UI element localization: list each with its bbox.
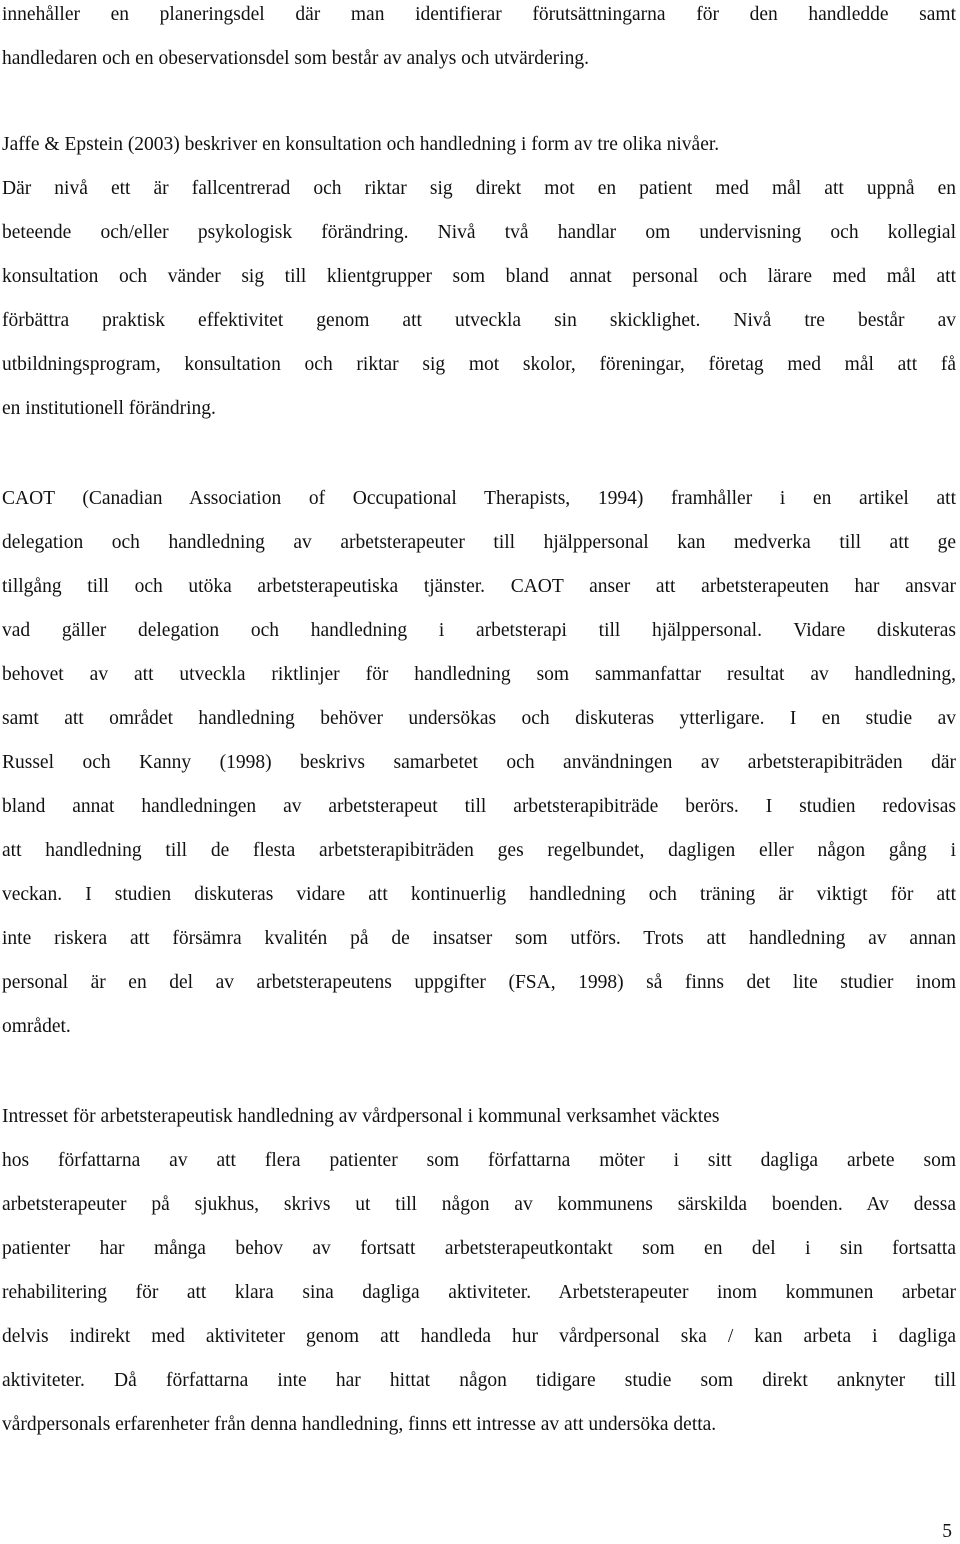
paragraph-2-line-5: förbättra praktisk effektivitet genom att utveckla sin skicklighet. Nivå tre består av xyxy=(2,310,956,331)
paragraph-4-line-3: arbetsterapeuter på sjukhus, skrivs ut till någon av kommunens särskilda boenden. Av dessa xyxy=(2,1194,956,1215)
paragraph-4-line-4: patienter har många behov av fortsatt arbetsterapeutkontakt som en del i sin fortsatta xyxy=(2,1238,956,1259)
paragraph-4-line-5: rehabilitering för att klara sina dagliga aktiviteter. Arbetsterapeuter inom kommunen arbetar xyxy=(2,1282,956,1303)
paragraph-2-line-1: Jaffe & Epstein (2003) beskriver en konsultation och handledning i form av tre olika nivåer. xyxy=(2,134,720,155)
paragraph-1-line-2: handledaren och en obeservationsdel som består av analys och utvärdering. xyxy=(2,48,589,69)
paragraph-3-line-3: tillgång till och utöka arbetsterapeutiska tjänster. CAOT anser att arbetsterapeuten har ansvar xyxy=(2,576,956,597)
paragraph-3-line-4: vad gäller delegation och handledning i arbetsterapi till hjälppersonal. Vidare diskuteras xyxy=(2,620,956,641)
paragraph-3-line-2: delegation och handledning av arbetsterapeuter till hjälppersonal kan medverka till att ge xyxy=(2,532,956,553)
paragraph-2-line-6: utbildningsprogram, konsultation och riktar sig mot skolor, föreningar, företag med mål att få xyxy=(2,354,956,375)
paragraph-3-line-12: personal är en del av arbetsterapeutens uppgifter (FSA, 1998) så finns det lite studier inom xyxy=(2,972,956,993)
paragraph-4-line-8: vårdpersonals erfarenheter från denna handledning, finns ett intresse av att undersöka detta. xyxy=(2,1414,717,1435)
paragraph-2-line-4: konsultation och vänder sig till klientgrupper som bland annat personal och lärare med mål att xyxy=(2,266,956,287)
paragraph-3-line-6: samt att området handledning behöver undersökas och diskuteras ytterligare. I en studie av xyxy=(2,708,956,729)
paragraph-4-line-2: hos författarna av att flera patienter som författarna möter i sitt dagliga arbete som xyxy=(2,1150,956,1171)
paragraph-1-line-1: innehåller en planeringsdel där man identifierar förutsättningarna för den handledde samt xyxy=(2,4,956,25)
paragraph-3-line-10: veckan. I studien diskuteras vidare att kontinuerlig handledning och träning är viktigt för att xyxy=(2,884,956,905)
paragraph-3-line-13: området. xyxy=(2,1016,71,1037)
paragraph-4-line-1: Intresset för arbetsterapeutisk handledning av vårdpersonal i kommunal verksamhet väcktes xyxy=(2,1106,720,1127)
paragraph-4-line-6: delvis indirekt med aktiviteter genom att handleda hur vårdpersonal ska / kan arbeta i dagliga xyxy=(2,1326,956,1347)
paragraph-3-line-11: inte riskera att försämra kvalitén på de insatser som utförs. Trots att handledning av annan xyxy=(2,928,956,949)
page-number: 5 xyxy=(942,1521,952,1542)
paragraph-2-line-3: beteende och/eller psykologisk förändring. Nivå två handlar om undervisning och kollegial xyxy=(2,222,956,243)
paragraph-3-line-7: Russel och Kanny (1998) beskrivs samarbetet och användningen av arbetsterapibiträden där xyxy=(2,752,956,773)
paragraph-3-line-9: att handledning till de flesta arbetsterapibiträden ges regelbundet, dagligen eller någon gång i xyxy=(2,840,956,861)
paragraph-4-line-7: aktiviteter. Då författarna inte har hittat någon tidigare studie som direkt anknyter till xyxy=(2,1370,956,1391)
paragraph-2-line-2: Där nivå ett är fallcentrerad och riktar sig direkt mot en patient med mål att uppnå en xyxy=(2,178,956,199)
paragraph-3-line-1: CAOT (Canadian Association of Occupational Therapists, 1994) framhåller i en artikel att xyxy=(2,488,956,509)
paragraph-3-line-5: behovet av att utveckla riktlinjer för handledning som sammanfattar resultat av handledning, xyxy=(2,664,956,685)
paragraph-3-line-8: bland annat handledningen av arbetsterapeut till arbetsterapibiträde berörs. I studien redovisas xyxy=(2,796,956,817)
paragraph-2-line-7: en institutionell förändring. xyxy=(2,398,216,419)
